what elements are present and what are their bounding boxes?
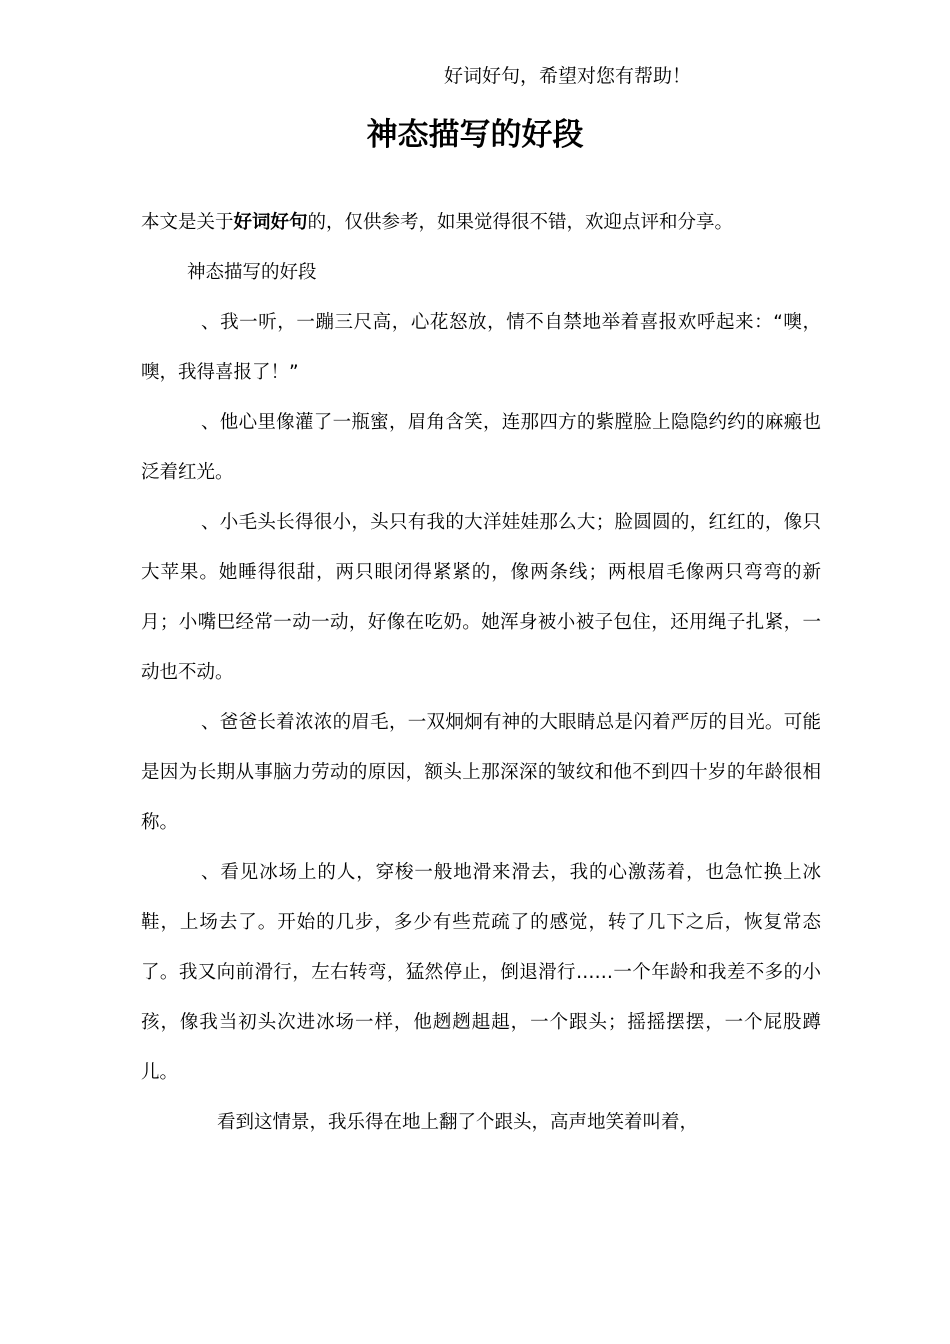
paragraph-2: 、他心里像灌了一瓶蜜，眉角含笑，连那四方的紫膛脸上隐隐约约的麻瘢也泛着红光。: [141, 412, 821, 483]
intro-text-after: 的，仅供参考，如果觉得很不错，欢迎点评和分享。: [307, 212, 734, 233]
page-title: 神态描写的好段: [366, 117, 584, 153]
paragraph-5: 、看见冰场上的人，穿梭一般地滑来滑去，我的心激荡着，也急忙换上冰鞋，上场去了。开始的几步，多少有些荒疏了的感觉，转了几下之后，恢复常态了。我又向前滑行，左右转弯，猛然停止，倒退滑行……一个年龄和我差不多的小孩，像我当初头次进冰场一样，他趔趔趄趄，一个跟头；摇摇摆摆，一个屁股蹲儿。: [141, 862, 821, 1083]
paragraph-1: 、我一听，一蹦三尺高，心花怒放，情不自禁地举着喜报欢呼起来：“噢，噢，我得喜报了！”: [141, 312, 821, 383]
header-note: 好词好句，希望对您有帮助！: [444, 65, 692, 87]
paragraph-6: 看到这情景，我乐得在地上翻了个跟头，高声地笑着叫着，: [217, 1112, 699, 1133]
sub-heading: 神态描写的好段: [187, 262, 317, 283]
intro-bold-keyword: 好词好句: [233, 212, 308, 233]
document-body: [141, 198, 821, 1148]
paragraph-4: 、爸爸长着浓浓的眉毛，一双炯炯有神的大眼睛总是闪着严厉的目光。可能是因为长期从事脑力劳动的原因，额头上那深深的皱纹和他不到四十岁的年龄很相称。: [141, 712, 821, 833]
intro-text-before: 本文是关于: [141, 212, 234, 233]
intro-paragraph: [141, 198, 821, 248]
paragraph-3: 、小毛头长得很小，头只有我的大洋娃娃那么大；脸圆圆的，红红的，像只大苹果。她睡得很甜，两只眼闭得紧紧的，像两条线；两根眉毛像两只弯弯的新月；小嘴巴经常一动一动，好像在吃奶。她浑身被小被子包住，还用绳子扎紧，一动也不动。: [141, 512, 821, 683]
